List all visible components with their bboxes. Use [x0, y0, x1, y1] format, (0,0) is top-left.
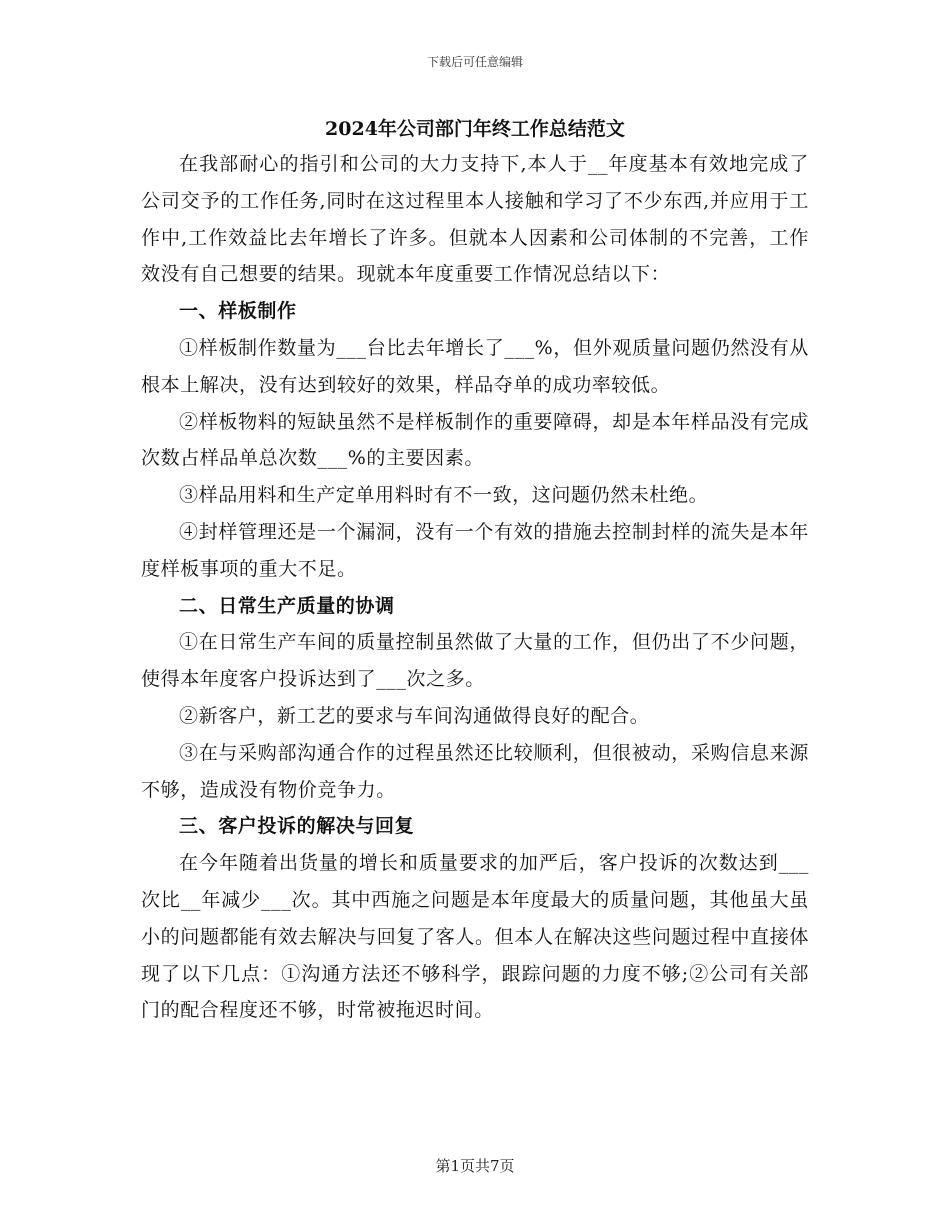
list-item: ④封样管理还是一个漏洞，没有一个有效的措施去控制封样的流失是本年度样板事项的重大不足。: [141, 520, 809, 580]
list-item: ①样板制作数量为___台比去年增长了___%，但外观质量问题仍然没有从根本上解决，没有达到较好的效果，样品夺单的成功率较低。: [141, 336, 809, 396]
intro-paragraph: 在我部耐心的指引和公司的大力支持下,本人于__年度基本有效地完成了公司交予的工作任务,同时在这过程里本人接触和学习了不少东西,并应用于工作中,工作效益比去年增长了许多。但就本人因素和公司体制的不完善，工作效没有自己想要的结果。现就本年度重要工作情况总结以下：: [141, 153, 809, 286]
section-quality-coordination: [141, 588, 809, 809]
list-item: ①在日常生产车间的质量控制虽然做了大量的工作，但仍出了不少问题，使得本年度客户投诉达到了___次之多。: [141, 631, 809, 691]
list-item: ②样板物料的短缺虽然不是样板制作的重要障碍，却是本年样品没有完成次数占样品单总次数___%的主要因素。: [141, 410, 809, 470]
section-heading: 三、客户投诉的解决与回复: [179, 815, 415, 838]
list-item: ③在与采购部沟通合作的过程虽然还比较顺利，但很被动，采购信息来源不够，造成没有物价竞争力。: [141, 741, 809, 801]
section-sample-making: [141, 293, 809, 587]
section-customer-complaints: [141, 808, 809, 1029]
section-heading: 一、样板制作: [179, 300, 297, 323]
header-note: 下载后可任意编辑: [426, 55, 523, 69]
document-body: [141, 112, 809, 1029]
list-item: 在今年随着出货量的增长和质量要求的加严后，客户投诉的次数达到___次比__年减少___次。其中西施之问题是本年度最大的质量问题，其他虽大虽小的问题都能有效去解决与回复了客人。但本人在解决这些问题过程中直接体现了以下几点：①沟通方法还不够科学，跟踪问题的力度不够;②公司有关部门的配合程度还不够，时常被拖迟时间。: [141, 852, 809, 1022]
document-title: 2024年公司部门年终工作总结范文: [325, 118, 625, 140]
page-number: 第1页共7页: [435, 1157, 515, 1175]
list-item: ②新客户，新工艺的要求与车间沟通做得良好的配合。: [179, 704, 650, 727]
section-heading: 二、日常生产质量的协调: [179, 594, 395, 617]
list-item: ③样品用料和生产定单用料时有不一致，这问题仍然未杜绝。: [179, 484, 709, 507]
